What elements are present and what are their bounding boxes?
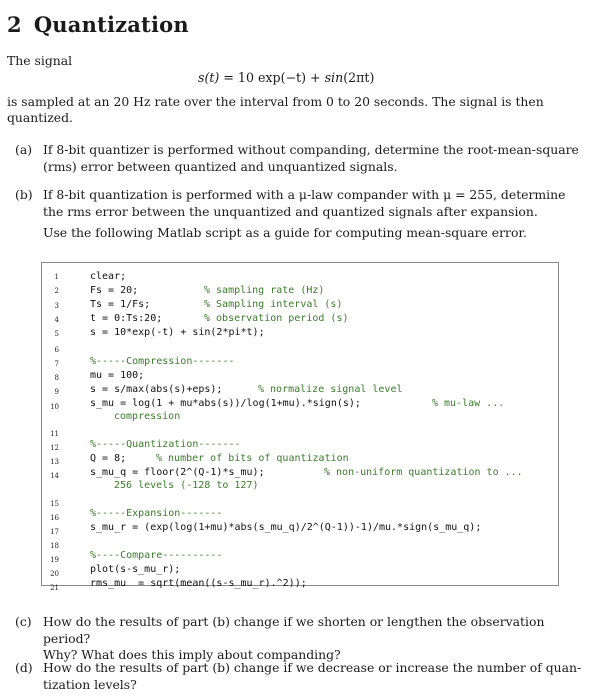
- question-c-text: [43, 614, 585, 664]
- question-d-line-1: How do the results of part (b) change if we decrease or increase the number of quan-: [43, 660, 582, 675]
- line-number: 8: [54, 374, 59, 382]
- sampling-line-1: is sampled at an 20 Hz rate over the interval from 0 to 20 seconds. The signal is then: [7, 94, 544, 109]
- code-line: clear;: [90, 271, 127, 282]
- matlab-code-listing: [41, 262, 559, 592]
- sampling-line-2: quantized.: [7, 110, 73, 125]
- line-number: 9: [54, 388, 59, 396]
- question-a-text: [43, 142, 579, 175]
- question-c: [15, 614, 585, 662]
- line-number: 20: [50, 570, 59, 578]
- code-line: s = 10*exp(-t) + sin(2*pi*t);: [90, 327, 265, 338]
- sampling-paragraph: [7, 94, 587, 126]
- line-number: 15: [50, 500, 59, 508]
- code-line: s_mu = log(1 + mu*abs(s))/log(1+mu).*sign(s);: [90, 398, 361, 409]
- line-number: 11: [50, 430, 59, 438]
- line-number: 6: [54, 346, 59, 354]
- code-comment-line: %-----Compression-------: [90, 356, 235, 367]
- code-comment: % observation period (s): [204, 313, 349, 324]
- line-number: 14: [50, 472, 59, 480]
- code-line: s_mu_r = (exp(log(1+mu)*abs(s_mu_q)/2^(Q-1))-1)/mu.*sign(s_mu_q);: [90, 522, 482, 533]
- line-number: 5: [54, 330, 59, 338]
- line-number: 12: [50, 444, 59, 452]
- question-a: [15, 142, 585, 178]
- question-b-line-3: Use the following Matlab script as a guide for computing mean-square error.: [43, 225, 527, 240]
- question-b-text: [43, 187, 565, 242]
- question-a-label: (a): [15, 142, 33, 157]
- question-b: [15, 187, 585, 247]
- section-title: Quantization: [33, 12, 189, 37]
- question-d-line-2: tization levels?: [43, 676, 137, 692]
- signal-equation: [198, 70, 374, 85]
- intro-text: The signal: [7, 53, 73, 68]
- code-comment: % sampling rate (Hz): [204, 285, 325, 296]
- question-c-line-1: How do the results of part (b) change if we shorten or lengthen the observation period?: [43, 614, 545, 646]
- code-comment-wrap: compression: [114, 411, 181, 422]
- code-comment-line: %----Compare----------: [90, 550, 223, 561]
- code-comment-line: %-----Quantization-------: [90, 439, 241, 450]
- code-comment: % mu-law ...: [432, 398, 505, 409]
- line-number: 3: [54, 302, 59, 310]
- question-d-label: (d): [15, 660, 33, 675]
- line-number: 19: [50, 556, 59, 564]
- equation-lhs: s(t): [198, 70, 220, 85]
- code-comment: % Sampling interval (s): [204, 299, 343, 310]
- code-line: rms_mu = sqrt(mean((s-s_mu_r).^2));: [90, 578, 307, 589]
- line-number: 13: [50, 458, 59, 466]
- question-b-line-1: If 8-bit quantization is performed with a μ-law compander with μ = 255, determine: [43, 187, 566, 202]
- line-number: 2: [54, 287, 59, 295]
- code-comment: % non-uniform quantization to ...: [324, 467, 523, 478]
- code-comment: % normalize signal level: [258, 384, 403, 395]
- code-comment: % number of bits of quantization: [156, 453, 349, 464]
- question-d: [15, 660, 585, 696]
- question-b-line-2: the rms error between the unquantized and quantized signals after expansion.: [43, 203, 538, 219]
- code-line: plot(s-s_mu_r);: [90, 564, 181, 575]
- section-heading: [7, 12, 189, 37]
- equation-rhs-c: (2πt): [343, 70, 375, 85]
- question-b-label: (b): [15, 187, 33, 202]
- code-line: Fs = 20;: [90, 285, 139, 296]
- line-number: 21: [50, 584, 59, 592]
- line-number: 1: [54, 273, 59, 281]
- question-d-text: [43, 660, 581, 693]
- code-line: t = 0:Ts:20;: [90, 313, 163, 324]
- equation-rhs-b: sin: [324, 70, 344, 85]
- code-line: Q = 8;: [90, 453, 127, 464]
- line-number: 4: [54, 316, 59, 324]
- equation-rhs-a: = 10 exp(−t) +: [223, 70, 325, 85]
- line-number: 18: [50, 542, 59, 550]
- line-number: 17: [50, 528, 59, 536]
- question-a-line-1: If 8-bit quantizer is performed without companding, determine the root-mean-square: [43, 142, 579, 157]
- line-number: 16: [50, 514, 59, 522]
- question-a-line-2: (rms) error between quantized and unquantized signals.: [43, 158, 398, 174]
- line-number: 10: [50, 403, 59, 411]
- code-comment-line: %-----Expansion-------: [90, 508, 223, 519]
- code-line: mu = 100;: [90, 370, 145, 381]
- section-number: 2: [7, 12, 22, 37]
- question-c-line-2: Why? What does this imply about companding?: [43, 647, 341, 662]
- code-line: s_mu_q = floor(2^(Q-1)*s_mu);: [90, 467, 265, 478]
- code-comment-wrap: 256 levels (-128 to 127): [114, 480, 259, 491]
- code-line: s = s/max(abs(s)+eps);: [90, 384, 223, 395]
- line-number: 7: [54, 360, 59, 368]
- code-line: Ts = 1/Fs;: [90, 299, 151, 310]
- question-c-label: (c): [15, 614, 32, 629]
